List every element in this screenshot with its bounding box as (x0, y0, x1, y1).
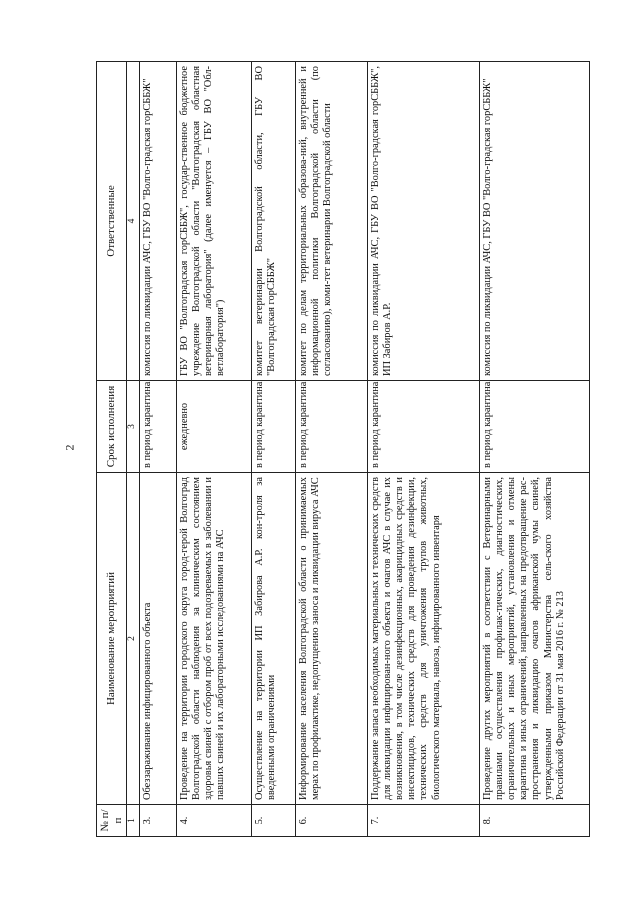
column-number: 3 (127, 381, 139, 473)
row-num: 3. (139, 805, 176, 837)
header-responsible: Ответственные (97, 62, 127, 381)
header-measure: Наименование мероприятий (97, 473, 127, 805)
table-row (295, 62, 367, 837)
row-responsible: комиссия по ликвидации АЧС, ГБУ ВО "Волго-градская горСББЖ", ИП Забиров А.Р. (367, 62, 479, 381)
row-responsible: ГБУ ВО "Волгоградская горСББЖ", государ-ственное бюджетное учреждение Волгоградской области "Волгоградская областная ветеринарная лаборатория" (далее именуется – ГБУ ВО "Обл-ветлаборатория") (176, 62, 251, 381)
column-number: 1 (127, 805, 139, 837)
row-measure: Проведение на территории городского округа город-герой Волгоград Волгоградской области наблюдения за клиническим состоянием здоровья свиней с отбором проб от всех подозреваемых в заболевании и павших свиней и их лабораторными исследованиями на АЧС (176, 473, 251, 805)
measures-table (96, 61, 590, 837)
header-row (97, 62, 127, 837)
row-responsible: комитет по делам территориальных образова-ний, внутренней и информационной политики Волгоградской области (по согласованию), коми-тет ветеринарии Волгоградской области (295, 62, 367, 381)
document-sheet (96, 62, 568, 837)
header-num: № п/п (97, 805, 127, 837)
table-row (367, 62, 479, 837)
page-number: 2 (62, 444, 77, 451)
row-num: 4. (176, 805, 251, 837)
row-measure: Проведение других мероприятий в соответствии с Ветеринарными правилами осуществления профилак-тических, диагностических, ограничительных и иных мероприятий, установления и отмены карантина и иных ограничений, направленных на предотвращение рас-пространения и ликвидацию очагов африканской чумы свиней, утвержденными приказом Министерства сель-ского хозяйства Российской Федерации от 31 мая 2016 г. № 213 (479, 473, 589, 805)
row-responsible: комитет ветеринарии Волгоградской области, ГБУ ВО "Волгоградская горСББЖ" (251, 62, 295, 381)
row-term: в период карантина (295, 381, 367, 473)
row-term: в период карантина (251, 381, 295, 473)
row-term: ежедневно (176, 381, 251, 473)
row-measure: Осуществление на территории ИП Забирова А.Р. кон-троля за введенными ограничениями (251, 473, 295, 805)
row-responsible: комиссия по ликвидации АЧС, ГБУ ВО "Волго-градская горСББЖ" (479, 62, 589, 381)
row-num: 7. (367, 805, 479, 837)
row-num: 8. (479, 805, 589, 837)
table-row (251, 62, 295, 837)
row-term: в период карантина (367, 381, 479, 473)
column-number-row (127, 62, 139, 837)
column-number: 4 (127, 62, 139, 381)
header-term: Срок исполнения (97, 381, 127, 473)
row-measure: Поддержание запаса необходимых материальных и технических средств для ликвидации инфицирован-ного объекта и очагов АЧС в случае их возникновения, в том числе дезинфекционных, акарицидных средств и инсектицидов, технических средств для проведения дезинфекции, технических средств для уничтожения трупов животных, биологического материала, навоза, инфицированного инвентаря (367, 473, 479, 805)
table-row (479, 62, 589, 837)
column-number: 2 (127, 473, 139, 805)
row-num: 6. (295, 805, 367, 837)
table-row (176, 62, 251, 837)
row-term: в период карантина (139, 381, 176, 473)
row-measure: Информирование населения Волгоградской области о принимаемых мерах по профилактике, недопущению заноса и ликвидации вируса АЧС (295, 473, 367, 805)
row-measure: Обеззараживание инфицированного объекта (139, 473, 176, 805)
table-row (139, 62, 176, 837)
row-responsible: комиссия по ликвидации АЧС, ГБУ ВО "Волго-градская горСББЖ" (139, 62, 176, 381)
row-term: в период карантина (479, 381, 589, 473)
row-num: 5. (251, 805, 295, 837)
